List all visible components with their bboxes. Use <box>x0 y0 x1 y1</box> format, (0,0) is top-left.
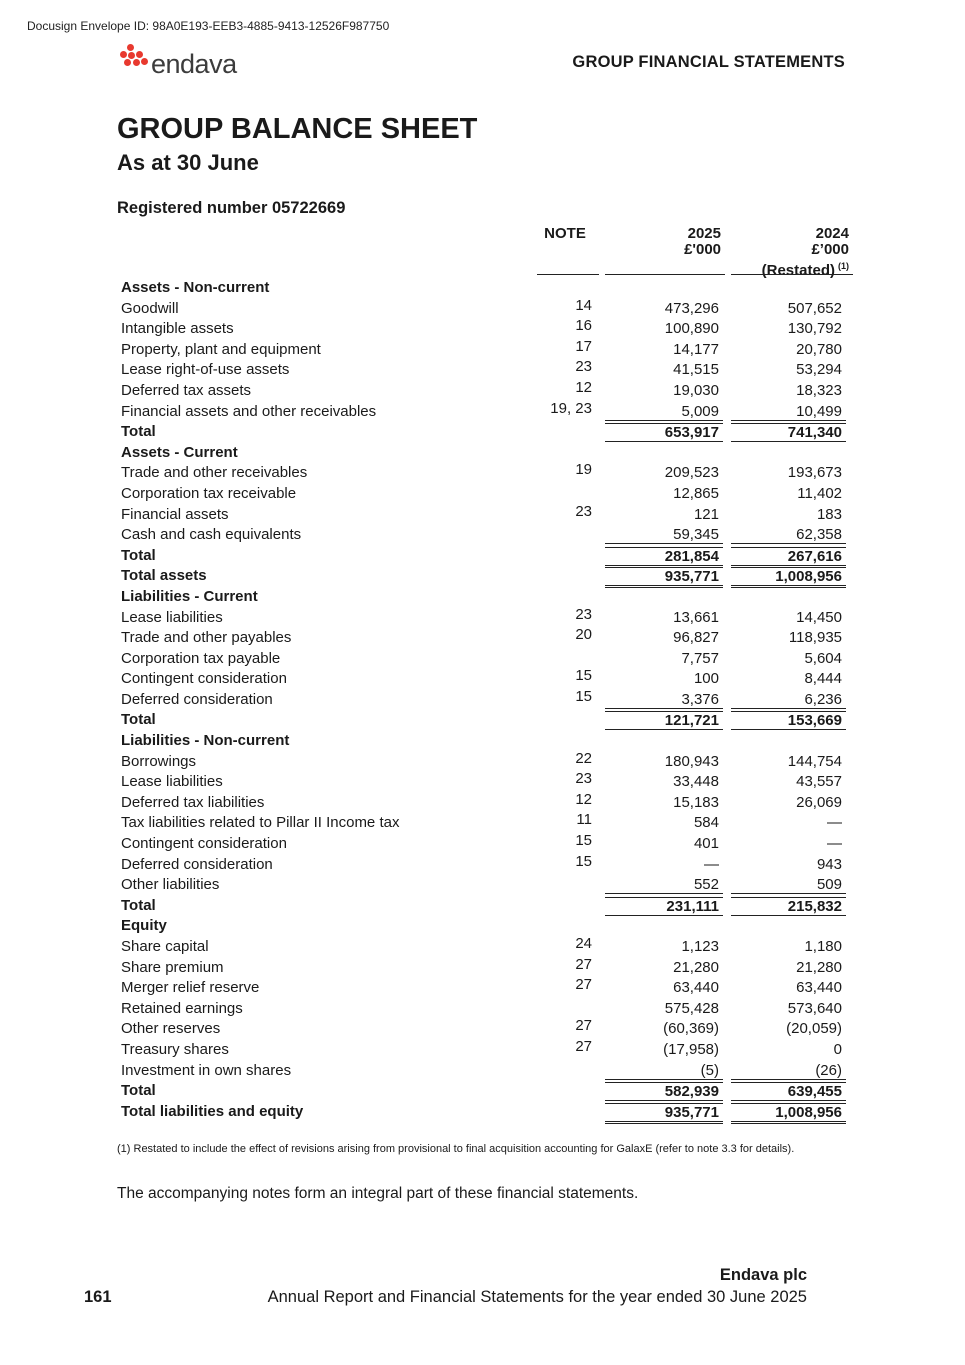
value-2025: 15,183 <box>673 793 719 811</box>
value-2025: 935,771 <box>605 567 723 588</box>
logo-dot-icon <box>133 59 140 66</box>
value-2024: 14,450 <box>796 608 842 626</box>
row-note: 11 <box>576 811 592 829</box>
table-row <box>0 791 965 812</box>
value-2025: 63,440 <box>673 979 719 997</box>
row-note: 27 <box>575 1017 592 1035</box>
row-note: 22 <box>575 749 592 767</box>
row-note: 27 <box>575 955 592 973</box>
row-note: 12 <box>575 378 592 396</box>
row-label: Intangible assets <box>121 320 234 338</box>
value-2024: 10,499 <box>731 403 846 421</box>
value-2024: 741,340 <box>731 423 846 442</box>
value-2024: 130,792 <box>787 320 842 338</box>
total-row <box>0 1100 965 1121</box>
row-label: Tax liabilities related to Pillar II Income tax <box>121 814 400 832</box>
footer-company: Endava plc <box>719 1266 807 1284</box>
row-label: Lease liabilities <box>121 608 223 626</box>
row-label: Contingent consideration <box>121 835 287 853</box>
row-label: Total liabilities and equity <box>121 1102 304 1120</box>
value-2025: 401 <box>693 835 719 853</box>
column-unit-2025: £'000 <box>684 241 721 258</box>
value-2024: 6,236 <box>731 691 846 709</box>
value-2025: 209,523 <box>664 464 719 482</box>
row-note: 23 <box>575 770 592 788</box>
table-row <box>0 811 965 832</box>
footnote: (1) Restated to include the effect of revisions arising from provisional to final acquisition accounting for GalaxE (refer to note 3.3 for details). <box>117 1143 795 1155</box>
value-2025: 1,123 <box>681 938 719 955</box>
header-rule <box>537 274 599 275</box>
value-2024: 18,323 <box>796 381 842 399</box>
value-2024: 183 <box>816 505 842 523</box>
row-note: 17 <box>575 337 592 355</box>
row-label: Borrowings <box>121 752 197 770</box>
value-2025: (5) <box>605 1062 723 1080</box>
column-header-2025 <box>605 226 721 258</box>
endava-logo <box>118 40 248 82</box>
value-2024: 509 <box>731 876 846 894</box>
row-label: Total assets <box>121 567 207 585</box>
section-heading-row <box>0 441 965 462</box>
total-row <box>0 894 965 915</box>
value-2024: 267,616 <box>731 547 846 566</box>
value-2025: 584 <box>693 814 719 832</box>
value-2025: 653,917 <box>605 423 723 442</box>
table-row <box>0 667 965 688</box>
row-label: Share capital <box>121 938 209 955</box>
table-row <box>0 338 965 359</box>
table-row <box>0 997 965 1018</box>
row-note: 27 <box>575 976 592 994</box>
logo-dot-icon <box>120 51 127 58</box>
value-2025: 473,296 <box>664 299 719 317</box>
column-year-2025: 2025 <box>687 225 721 242</box>
value-2025: 3,376 <box>605 691 723 709</box>
value-2025: 59,345 <box>605 526 723 544</box>
value-2024: 1,008,956 <box>731 567 846 588</box>
value-2025: — <box>704 855 719 873</box>
row-label: Other reserves <box>121 1020 221 1038</box>
table-row <box>0 358 965 379</box>
balance-sheet-table <box>0 276 965 1120</box>
row-label: Cash and cash equivalents <box>121 526 302 544</box>
row-note: 15 <box>575 667 592 685</box>
row-label: Lease right-of-use assets <box>121 361 290 379</box>
table-row <box>0 688 965 709</box>
row-label: Corporation tax receivable <box>121 484 297 502</box>
footnote-marker: (1) <box>838 261 849 271</box>
value-2025: 7,757 <box>681 649 719 667</box>
value-2025: 41,515 <box>673 361 719 379</box>
row-note: 12 <box>575 790 592 808</box>
value-2025: 552 <box>605 876 723 894</box>
table-row <box>0 523 965 544</box>
total-row <box>0 708 965 729</box>
section-heading-row <box>0 276 965 297</box>
value-2024: 639,455 <box>731 1082 846 1101</box>
footer-report-title: Annual Report and Financial Statements for the year ended 30 June 2025 <box>267 1288 807 1306</box>
row-label: Liabilities - Non-current <box>121 732 290 750</box>
section-heading-row <box>0 729 965 750</box>
value-2025: 935,771 <box>605 1103 723 1124</box>
row-label: Equity <box>121 917 167 935</box>
table-row <box>0 317 965 338</box>
table-row <box>0 976 965 997</box>
value-2025: 21,280 <box>673 958 719 976</box>
row-label: Contingent consideration <box>121 670 287 688</box>
value-2024: 215,832 <box>731 897 846 916</box>
row-label: Treasury shares <box>121 1040 229 1058</box>
value-2024: 11,402 <box>797 484 842 502</box>
header-rule <box>605 274 725 275</box>
table-row <box>0 297 965 318</box>
row-label: Lease liabilities <box>121 773 223 791</box>
table-row <box>0 461 965 482</box>
row-label: Trade and other receivables <box>121 464 308 482</box>
value-2025: 33,448 <box>673 773 719 791</box>
value-2024: 63,440 <box>796 979 842 997</box>
value-2025: 19,030 <box>673 381 719 399</box>
row-label: Retained earnings <box>121 999 243 1017</box>
header-rule <box>731 274 853 275</box>
value-2025: 12,865 <box>673 484 719 502</box>
value-2024: 193,673 <box>787 464 842 482</box>
value-2025: 96,827 <box>673 629 719 647</box>
row-label: Total <box>121 546 156 564</box>
table-row <box>0 1059 965 1080</box>
column-header-note: NOTE <box>544 225 586 242</box>
value-2025: 180,943 <box>664 752 719 770</box>
row-label: Total <box>121 423 156 441</box>
value-2024: 43,557 <box>796 773 842 791</box>
value-2024: 118,935 <box>788 629 842 647</box>
value-2025: (17,958) <box>663 1040 719 1058</box>
table-row <box>0 832 965 853</box>
value-2024: 1,008,956 <box>731 1103 846 1124</box>
logo-dot-icon <box>141 58 148 65</box>
row-label: Assets - Non-current <box>121 279 270 296</box>
row-label: Merger relief reserve <box>121 979 260 997</box>
value-2025: 100,890 <box>664 320 719 338</box>
column-header-2024 <box>733 226 849 279</box>
value-2025: 13,661 <box>673 608 719 626</box>
row-label: Other liabilities <box>121 876 220 894</box>
docusign-envelope-id: Docusign Envelope ID: 98A0E193-EEB3-4885-9413-12526F987750 <box>27 19 390 33</box>
value-2025: 14,177 <box>673 340 719 358</box>
table-row <box>0 1017 965 1038</box>
value-2024: 573,640 <box>787 999 842 1017</box>
page-number: 161 <box>84 1288 112 1306</box>
total-row <box>0 564 965 585</box>
value-2024: 53,294 <box>796 361 842 379</box>
row-note: 14 <box>575 296 592 314</box>
page-subtitle: As at 30 June <box>117 150 259 175</box>
row-note: 23 <box>575 502 592 520</box>
total-row <box>0 1079 965 1100</box>
value-2024: 153,669 <box>731 711 846 730</box>
row-label: Total <box>121 1082 156 1100</box>
table-row <box>0 503 965 524</box>
row-label: Share premium <box>121 958 224 976</box>
value-2024: 5,604 <box>804 649 842 667</box>
value-2025: 121 <box>693 505 719 523</box>
row-note: 15 <box>575 687 592 705</box>
table-row <box>0 626 965 647</box>
table-row <box>0 956 965 977</box>
value-2025: 100 <box>693 670 719 688</box>
logo-wordmark: endava <box>151 49 237 79</box>
row-label: Financial assets and other receivables <box>121 402 377 420</box>
row-label: Deferred consideration <box>121 690 273 708</box>
accompanying-note: The accompanying notes form an integral part of these financial statements. <box>117 1185 639 1202</box>
table-row <box>0 750 965 771</box>
section-header: GROUP FINANCIAL STATEMENTS <box>572 53 845 71</box>
table-row <box>0 853 965 874</box>
value-2024: 943 <box>816 855 842 873</box>
column-unit-2024: £’000 <box>811 241 849 258</box>
row-label: Deferred tax assets <box>121 381 252 399</box>
value-2024: 8,444 <box>804 670 842 688</box>
value-2025: (60,369) <box>663 1020 719 1038</box>
row-label: Goodwill <box>121 299 179 317</box>
value-2025: 582,939 <box>605 1082 723 1101</box>
row-note: 27 <box>575 1037 592 1055</box>
value-2025: 121,721 <box>605 711 723 730</box>
row-label: Financial assets <box>121 505 229 523</box>
section-heading-row <box>0 585 965 606</box>
value-2024: (20,059) <box>786 1020 842 1038</box>
row-label: Property, plant and equipment <box>121 340 321 358</box>
value-2024: 62,358 <box>731 526 846 544</box>
row-note: 19, 23 <box>550 399 592 417</box>
value-2024: 1,180 <box>804 938 842 955</box>
restated-label: (Restated) <box>761 262 835 279</box>
total-row <box>0 544 965 565</box>
value-2024: 21,280 <box>796 958 842 976</box>
row-label: Assets - Current <box>121 443 238 461</box>
row-label: Corporation tax payable <box>121 649 281 667</box>
row-note: 19 <box>575 461 592 479</box>
value-2024: (26) <box>731 1062 846 1080</box>
logo-dot-icon <box>136 51 143 58</box>
row-label: Deferred tax liabilities <box>121 793 265 811</box>
table-row <box>0 873 965 894</box>
table-row <box>0 400 965 421</box>
table-row <box>0 1038 965 1059</box>
row-label: Deferred consideration <box>121 855 273 873</box>
page-title: GROUP BALANCE SHEET <box>117 113 478 145</box>
row-label: Trade and other payables <box>121 629 292 647</box>
section-heading-row <box>0 914 965 935</box>
total-row <box>0 420 965 441</box>
row-label: Total <box>121 711 156 729</box>
value-2024: — <box>827 835 842 853</box>
table-row <box>0 379 965 400</box>
value-2025: 5,009 <box>605 403 723 421</box>
row-label: Liabilities - Current <box>121 587 258 605</box>
row-note: 24 <box>575 935 592 952</box>
row-note: 23 <box>575 358 592 376</box>
logo-dot-icon <box>128 52 135 59</box>
row-note: 15 <box>575 832 592 850</box>
value-2025: 575,428 <box>664 999 719 1017</box>
row-note: 23 <box>575 605 592 623</box>
logo-dot-icon <box>127 44 134 51</box>
row-note: 20 <box>575 626 592 644</box>
row-note: 15 <box>575 852 592 870</box>
value-2024: — <box>827 814 842 832</box>
value-2024: 26,069 <box>796 793 842 811</box>
value-2024: 507,652 <box>787 299 842 317</box>
value-2024: 20,780 <box>796 340 842 358</box>
table-row <box>0 606 965 627</box>
table-row <box>0 647 965 668</box>
value-2024: 144,754 <box>787 752 842 770</box>
row-label: Investment in own shares <box>121 1061 292 1079</box>
value-2024: 0 <box>833 1040 842 1058</box>
table-row <box>0 770 965 791</box>
value-2025: 231,111 <box>605 897 723 916</box>
registered-number: Registered number 05722669 <box>117 199 346 217</box>
table-row <box>0 935 965 956</box>
value-2025: 281,854 <box>605 547 723 566</box>
table-row <box>0 482 965 503</box>
row-note: 16 <box>575 317 592 335</box>
column-year-2024: 2024 <box>815 225 849 242</box>
logo-dot-icon <box>124 59 131 66</box>
row-label: Total <box>121 896 156 914</box>
